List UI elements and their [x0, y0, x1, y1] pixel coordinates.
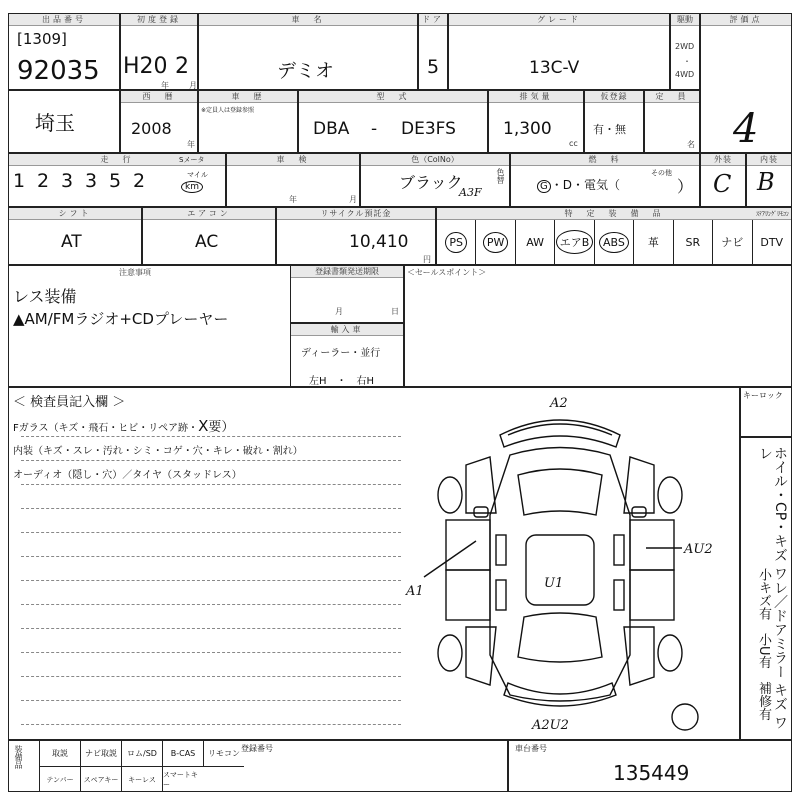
mark-center: U1 [544, 576, 564, 591]
first-reg-month: 2 [175, 54, 189, 79]
recycle-label: リサイクル預託金 [277, 208, 435, 220]
import-label: 輸入車 [291, 324, 403, 336]
aircon-value: AC [195, 232, 219, 252]
temp-reg-value: 有・無 [593, 123, 626, 136]
inspector-line1 [13, 416, 234, 435]
year-value: 2008 [131, 119, 172, 138]
equipment-item-label: PW [483, 232, 509, 253]
equipment-item-label: AW [526, 235, 544, 249]
first-reg-label: 初度登録 [121, 14, 197, 26]
first-reg-era: H20 [123, 54, 168, 79]
history-label: 車 歴 [199, 91, 297, 103]
shift-cell [8, 207, 142, 265]
accessory-item: リモコン [203, 741, 244, 767]
equipment-cell [436, 207, 792, 265]
fglass-x: X [198, 417, 209, 435]
region-cell [8, 90, 120, 153]
color-value: ブラック [399, 173, 463, 192]
equipment-item [752, 220, 791, 264]
lot-label: 出品番号 [9, 14, 119, 26]
capacity-cell [644, 90, 700, 153]
accessory-item: B-CAS [162, 741, 203, 767]
import-handle: 左H ・ 右H [309, 376, 375, 387]
car-name-value: デミオ [277, 60, 335, 82]
accessory-item: テンパー [39, 767, 80, 792]
mileage-digit: 3 [85, 170, 98, 192]
mark-front: A2 [550, 396, 568, 411]
drive-2wd: 2WD [675, 42, 695, 51]
dash-line [21, 556, 401, 557]
import-value: ディーラー・並行 [301, 348, 381, 359]
mile-label: マイル [187, 171, 208, 179]
drive-dot: ・ [683, 57, 691, 66]
accessories-cell [8, 740, 508, 792]
shaken-month: 月 [349, 195, 357, 204]
history-cell [198, 90, 298, 153]
aircon-cell [142, 207, 276, 265]
fuel-other: その他 [651, 169, 672, 177]
model-code: DE3FS [401, 119, 456, 139]
notes-label: 注意事項 [119, 268, 151, 277]
displacement-label: 排気量 [489, 91, 583, 103]
fuel-cell [510, 153, 700, 207]
equipment-label: 特 定 装 備 品 [437, 208, 791, 220]
inspector-line2: 内装（キズ・スレ・汚れ・シミ・コゲ・穴・キレ・破れ・割れ） [13, 446, 303, 457]
equipment-item [515, 220, 554, 264]
equipment-item-label: エアB [556, 230, 594, 254]
accessory-item: キーレス [121, 767, 162, 792]
recycle-unit: 円 [423, 255, 431, 264]
recycle-cell [276, 207, 436, 265]
capacity-unit: 名 [687, 140, 695, 149]
model-type-label: 型 式 [299, 91, 487, 103]
color-change-label: 色替 [496, 168, 505, 184]
mileage-digit: 5 [109, 170, 122, 192]
equipment-item [437, 220, 475, 264]
dash-line [21, 628, 401, 629]
dash-line [21, 460, 401, 461]
dash-line [21, 652, 401, 653]
mileage-digit: 2 [133, 170, 146, 192]
mileage-digit: 2 [37, 170, 50, 192]
grade-cell [448, 13, 670, 90]
accessory-item: ロム/SD [121, 741, 162, 767]
drive-cell [670, 13, 700, 90]
accessory-item: スペアキー [80, 767, 121, 792]
month-unit: 月 [189, 81, 197, 90]
notes-line2: ▲AM/FMラジオ+CDプレーヤー [13, 310, 229, 328]
model-type-cell [298, 90, 488, 153]
dash-line [21, 484, 401, 485]
fuel-close: ） [677, 177, 694, 196]
equipment-item [554, 220, 593, 264]
equipment-item-label: SR [685, 235, 701, 249]
mileage-label: 走 行 [9, 154, 225, 166]
shift-value: AT [61, 232, 82, 252]
year-cell [120, 90, 198, 153]
mark-right: AU2 [684, 542, 713, 557]
year-label: 西 暦 [121, 91, 197, 103]
deadline-month: 月 [335, 307, 343, 316]
fuel-g: G [537, 180, 551, 193]
dash-line [21, 700, 401, 701]
score-value: 4 [733, 106, 759, 152]
mileage-cell [8, 153, 226, 207]
inspector-label: ＜ 検査員記入欄 ＞ [13, 395, 126, 410]
meter-label: Sメータ [179, 156, 205, 164]
mark-rear: A2U2 [532, 718, 569, 733]
car-damage-diagram [400, 395, 730, 735]
vehicle-number-value: 135449 [613, 761, 690, 785]
shaken-year: 年 [289, 195, 297, 204]
grade-value: 13C-V [529, 58, 580, 78]
equipment-item [712, 220, 751, 264]
equipment-item-label: ABS [599, 232, 629, 253]
side-notes-cell [740, 437, 792, 740]
km-unit: km [181, 181, 203, 193]
mileage-digit: 1 [13, 170, 26, 192]
notes-line1: レス装備 [13, 287, 77, 306]
equipment-item-label: PS [445, 232, 467, 253]
doors-value: 5 [427, 56, 440, 78]
color-cell [360, 153, 510, 207]
dash-line [21, 508, 401, 509]
score-cell [700, 13, 792, 153]
temp-reg-cell [584, 90, 644, 153]
car-name-label: 車 名 [199, 14, 417, 26]
sales-point-label: ＜セールスポイント＞ [407, 268, 487, 277]
shift-label: シフト [9, 208, 141, 220]
model-prefix: DBA [313, 119, 350, 139]
year-unit: 年 [161, 81, 169, 90]
accessory-item: ナビ取説 [80, 741, 121, 767]
exterior-label: 外装 [701, 154, 745, 166]
year-unit-label: 年 [187, 140, 195, 149]
region-value: 埼玉 [35, 111, 75, 135]
drive-label: 駆動 [671, 14, 699, 26]
first-reg-cell [120, 13, 198, 90]
reg-deadline-label: 登録書類発送期限 [291, 266, 403, 278]
interior-cell [746, 153, 792, 207]
score-label: 評価点 [701, 14, 791, 26]
aircon-label: エアコン [143, 208, 275, 220]
displacement-unit: cc [569, 139, 578, 148]
history-note: ※定員人は登録参照 [201, 107, 255, 114]
mileage-digits [13, 170, 157, 192]
exterior-value: C [713, 170, 732, 198]
side-text-right: 小キズ有 小U有 補修有 [756, 568, 771, 721]
inspector-line3: オーディオ（隠し・穴）／タイヤ（スタッドレス） [13, 470, 242, 481]
drive-4wd: 4WD [675, 70, 695, 79]
dash-line [21, 436, 401, 437]
accessory-item: スマートキー [162, 767, 203, 792]
interior-value: B [757, 168, 775, 196]
fuel-label: 燃 料 [511, 154, 699, 166]
dash-line [21, 724, 401, 725]
equipment-item [594, 220, 633, 264]
equipment-item [475, 220, 514, 264]
equipment-item-label: 革 [647, 236, 659, 249]
fuel-options: ・D・電気（ [550, 178, 620, 192]
accessories-label: 装備品 [14, 745, 23, 769]
interior-label: 内装 [747, 154, 791, 166]
equipment-items [437, 220, 791, 264]
displacement-value: 1,300 [503, 119, 552, 139]
doors-label: ドア [419, 14, 447, 26]
displacement-cell [488, 90, 584, 153]
dash-line [21, 580, 401, 581]
doors-cell [418, 13, 448, 90]
accessory-item: 取説 [39, 741, 80, 767]
import-cell [290, 323, 404, 387]
lot-number: 92035 [17, 56, 100, 86]
equipment-item-label: ナビ [721, 236, 744, 249]
fglass-text: Fガラス（キズ・飛石・ヒビ・リペア跡・ [13, 423, 199, 434]
temp-reg-label: 仮登録 [585, 91, 643, 103]
car-name-cell [198, 13, 418, 90]
shaken-cell [226, 153, 360, 207]
equipment-item [633, 220, 672, 264]
register-label: 登録番号 [241, 744, 273, 753]
equipment-extra-label: ｽﾃｱﾘﾝｸﾞﾘﾓｺﾝ [755, 211, 789, 218]
dash-line [21, 532, 401, 533]
lot-cell [8, 13, 120, 90]
dash-line [21, 604, 401, 605]
color-label: 色（ColNo） [361, 154, 509, 166]
recycle-value: 10,410 [349, 232, 409, 252]
capacity-label: 定 員 [645, 91, 699, 103]
color-code: A3F [459, 186, 482, 199]
deadline-day: 日 [391, 307, 399, 316]
vehicle-number-cell [508, 740, 792, 792]
equipment-item [673, 220, 712, 264]
fuel-values [537, 176, 620, 193]
exterior-cell [700, 153, 746, 207]
fglass-req: 要） [208, 420, 235, 435]
vehicle-number-label: 車台番号 [515, 744, 547, 753]
mark-left: A1 [406, 584, 424, 599]
side-text-left: ホイル・CP・キズ ワレ／ドアミラー キズ ワレ [757, 446, 788, 730]
keylock-label: キーロック [743, 391, 783, 400]
accessory-row [39, 767, 203, 792]
dash-line [21, 676, 401, 677]
accessory-row [39, 741, 244, 767]
model-dash: - [371, 119, 378, 139]
equipment-item-label: DTV [760, 235, 784, 249]
mileage-digit: 3 [61, 170, 74, 192]
keylock-cell [740, 387, 792, 437]
reg-deadline-cell [290, 265, 404, 323]
shaken-label: 車 検 [227, 154, 359, 166]
grade-label: グレード [449, 14, 669, 26]
sales-point-cell [404, 265, 792, 387]
lot-code: [1309] [17, 30, 67, 48]
notes-cell [8, 265, 290, 387]
